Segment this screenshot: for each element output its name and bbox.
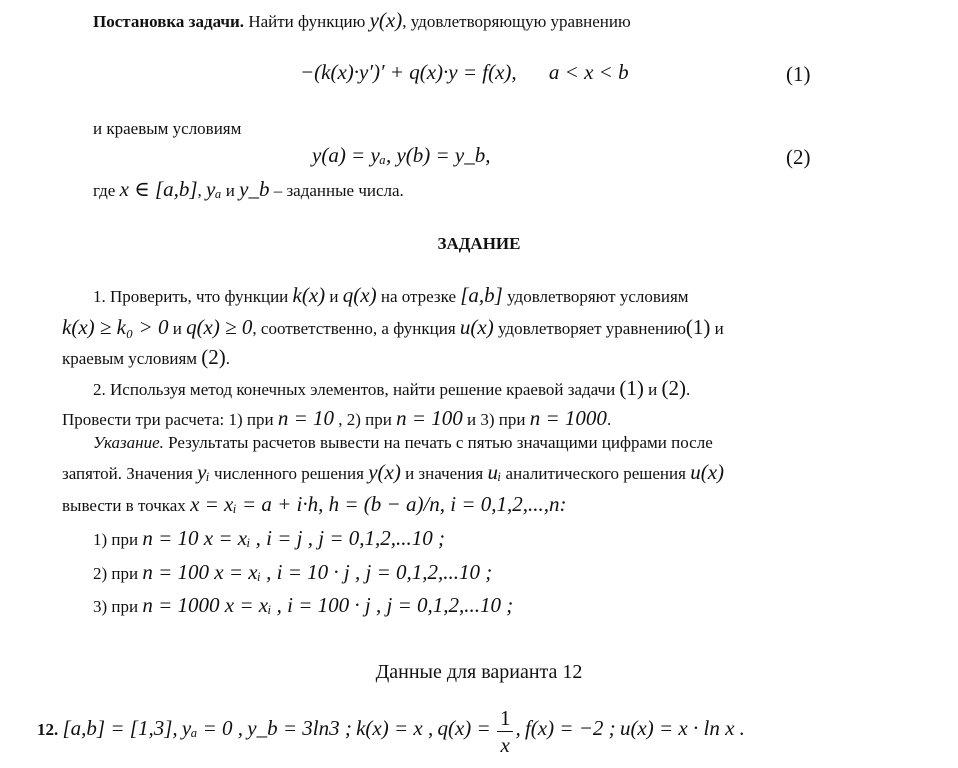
task-runs-text-a: Провести три расчета: 1) при [62,410,274,429]
hint-text-b: запятой. Значения [62,464,193,483]
where-and: и [225,181,235,200]
case-3-label: 3) при [93,597,139,616]
task-runs-n1: n = 10 [277,406,335,430]
where-ya: yₐ [206,177,222,201]
case-3-math: n = 1000 x = xᵢ , i = 100 · j , j = 0,1,2,...10 ; [142,593,514,617]
case-2-line [93,560,492,586]
task-item-2-ref1: (1) [619,376,644,400]
hint-points: x = xᵢ = a + i·h, h = (b − a)/n, i = 0,1,2,...,n: [190,492,567,516]
hint-ux: u(x) [690,460,725,484]
variant-segment: [a,b] = [1,3], [62,716,178,740]
equation-1-body: −(k(x)·y′)′ + q(x)·y = f(x), [300,60,517,84]
variant-u: u(x) = x · ln x . [619,716,745,740]
problem-func: y(x) [369,8,403,32]
problem-intro-tail: , удовлетворяющую уравнению [402,12,631,31]
task-item-1-text-c: удовлетворяют условиям [507,287,689,306]
task-item-2-text: 2. Используя метод конечных элементов, найти решение краевой задачи [93,380,616,399]
task-item-2-line-1 [93,376,690,402]
where-tail: – заданные числа. [273,181,404,200]
task-title: ЗАДАНИЕ [437,234,521,253]
equation-2-body: y(a) = yₐ, y(b) = y_b, [312,143,491,167]
hint-line-3 [62,492,567,518]
task-item-1-line-3 [62,345,230,371]
task-item-2-ref2: (2) [661,376,687,400]
task-item-1-line-1 [93,283,689,309]
variant-q-comma: , [515,716,521,740]
task-runs-dot: . [606,410,612,429]
task-item-1-cond2: q(x) ≥ 0 [186,315,253,339]
hint-text-d: и значения [405,464,484,483]
task-item-1-q: q(x) [342,283,377,307]
hint-label: Указание. [93,433,164,452]
task-item-1-text-a: 1. Проверить, что функции [93,287,289,306]
task-runs-n2: n = 100 [396,406,463,430]
task-item-1-segment: [a,b] [460,283,503,307]
hint-text-c: численного решения [214,464,364,483]
equation-1-interval: a < x < b [548,60,629,84]
task-item-2-dot: . [686,380,691,399]
case-1-line [93,526,445,552]
case-2-math: n = 100 x = xᵢ , i = 10 · j , j = 0,1,2,...10 ; [142,560,493,584]
variant-f: f(x) = −2 ; [524,716,616,740]
task-item-1-u: u(x) [459,315,494,339]
task-item-1-and2: и [172,319,182,338]
hint-text-a: Результаты расчетов вывести на печать с пятью значащими цифрами после [168,433,713,452]
variant-data-line [37,700,745,758]
task-item-1-line-2 [62,315,724,341]
hint-ui: uᵢ [487,460,502,484]
case-1-math: n = 10 x = xᵢ , i = j , j = 0,1,2,...10 ; [142,526,446,550]
variant-q-fraction [497,705,514,758]
equation-2-number: (2) [786,145,811,169]
task-item-1-text-d: , соответственно, а функция [252,319,456,338]
task-runs-text-c: и 3) при [467,410,526,429]
hint-yi: yᵢ [197,460,210,484]
task-runs-line [62,406,611,432]
task-item-2-and: и [648,380,658,399]
variant-yb: y_b = 3ln3 ; [247,716,352,740]
task-item-1-cond1: k(x) ≥ k₀ > 0 [62,315,169,339]
variant-k: k(x) = x , [356,716,434,740]
task-item-1-text-b: на отрезке [380,287,456,306]
hint-yx: y(x) [368,460,401,484]
task-item-1-dot: . [225,349,231,368]
hint-line-1 [93,431,713,455]
variant-number: 12. [37,720,59,739]
task-item-1-eqref2: (2) [201,345,226,369]
task-item-1-eqref1: (1) [685,315,711,339]
equation-1-number: (1) [786,62,811,86]
equation-2 [312,143,491,169]
case-3-line [93,593,513,619]
hint-text-f: вывести в точках [62,496,186,515]
equation-1 [300,60,629,86]
task-item-1-text-e: удовлетворяет уравнению [497,319,686,338]
hint-line-2 [62,460,724,486]
task-item-1-text-f: краевым условиям [62,349,198,368]
where-line: где x ∈ [a,b], yₐ и y_b – заданные числа. [93,177,404,201]
boundary-text: и краевым условиям [93,119,242,138]
where-yb: y_b [239,177,270,201]
variant-title: Данные для варианта 12 [375,661,583,683]
variant-ya: yₐ = 0 , [181,716,244,740]
task-item-1-and3: и [714,319,724,338]
case-1-label: 1) при [93,530,139,549]
task-item-1-k: k(x) [292,283,326,307]
task-runs-n3: n = 1000 [529,406,607,430]
task-runs-text-b: , 2) при [338,410,392,429]
variant-q-denominator: x [500,732,510,757]
where-math: x ∈ [a,b] [119,177,198,201]
case-2-label: 2) при [93,564,139,583]
problem-intro: Найти функцию [248,12,366,31]
variant-q-numerator: 1 [497,705,514,732]
variant-q-lhs: q(x) = [437,716,491,740]
task-item-1-and: и [329,287,339,306]
problem-statement-line [93,8,631,34]
where-prefix: где [93,181,116,200]
problem-heading: Постановка задачи. [93,12,245,31]
hint-text-e: аналитического решения [505,464,686,483]
